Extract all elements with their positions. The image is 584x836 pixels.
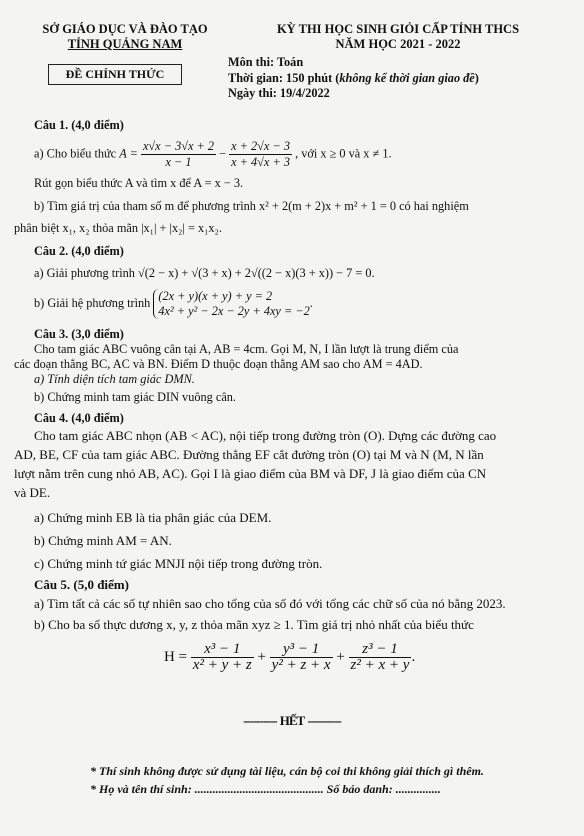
- candidate-fields: * Họ và tên thí sinh: ........................................... Số báo danh: ...............: [90, 782, 441, 796]
- official-stamp: ĐỀ CHÍNH THỨC: [48, 64, 182, 85]
- q3-part-b: b) Chứng minh tam giác DIN vuông cân.: [34, 390, 237, 404]
- footer-note: * Thí sinh không được sử dụng tài liệu, cán bộ coi thi không giải thích gì thêm.: [90, 764, 484, 778]
- question-4-title: Câu 4. (4,0 điểm): [34, 411, 124, 425]
- department-name: SỞ GIÁO DỤC VÀ ĐÀO TẠO: [42, 22, 208, 36]
- H-fraction-3: $\frac{\text{z³ − 1}}{\text{z² + x + y}}$: [350, 641, 410, 673]
- exam-title: KỲ THI HỌC SINH GIỎI CẤP TỈNH THCS: [276, 22, 520, 36]
- q4-part-b: b) Chứng minh AM = AN.: [34, 533, 172, 548]
- q1-fraction-1: $\frac{x√x - 3√x + 2}{x - 1}$: [142, 139, 215, 169]
- q2-part-b: b) Giải hệ phương trình (2x + y)(x + y) + y = 2 4x² + y² − 2x − 2y + 4xy = −2 .: [34, 289, 313, 318]
- H-fraction-1: $\frac{\text{x³ − 1}}{\text{x² + y + z}}$: [192, 641, 252, 673]
- question-1-title: Câu 1. (4,0 điểm): [34, 118, 124, 132]
- q5-part-a: a) Tìm tất cả các số tự nhiên sao cho tổng của số đó với tổng các chữ số của nó bằng 2023.: [34, 596, 506, 611]
- q2-part-a: a) Giải phương trình √(2 − x) + √(3 + x) + 2√((2 − x)(3 + x)) − 7 = 0.: [34, 266, 375, 280]
- q4-part-a: a) Chứng minh EB là tia phân giác của DEM.: [34, 510, 272, 525]
- province-name: TỈNH QUẢNG NAM: [67, 37, 183, 51]
- q4-statement-line4: và DE.: [14, 485, 51, 500]
- q4-statement-line1: Cho tam giác ABC nhọn (AB < AC), nội tiếp trong đường tròn (O). Dựng các đường cao: [34, 428, 497, 443]
- q3-part-a: a) Tính diện tích tam giác DMN.: [34, 372, 195, 386]
- q4-statement-line3: lượt nằm trên cung nhỏ AB, AC). Gọi I là giao điểm của BM và DF, J là giao điểm của CN: [14, 466, 487, 481]
- question-3-title: Câu 3. (3,0 điểm): [34, 327, 124, 341]
- q5-part-b: b) Cho ba số thực dương x, y, z thỏa mãn xyz ≥ 1. Tìm giá trị nhỏ nhất của biểu thức: [34, 617, 474, 632]
- q5-expression-H: H = $\frac{\text{x³ − 1}}{\text{x² + y + z}}$ + $\frac{\text{y³ − 1}}{\text{y² + z + x}}$ + $\frac{\text{z³ − 1}}{\text{z² + x + y}}$ .: [164, 641, 416, 673]
- question-5-title: Câu 5. (5,0 điểm): [34, 577, 129, 592]
- q1-part-b-line1: b) Tìm giá trị của tham số m để phương trình x² + 2(m + 2)x + m² + 1 = 0 có hai nghiệm: [34, 199, 469, 213]
- footer: [90, 762, 484, 798]
- q1-part-a: a) Cho biểu thức A = $\frac{x√x - 3√x + 2}{x - 1}$ − $\frac{x + 2√x - 3}{x + 4√x + 3}$ , với x ≥ 0 và x ≠ 1.: [34, 139, 392, 169]
- q1-part-b-line2: phân biệt x₁, x₂ thỏa mãn |x₁| + |x₂| = x₁x₂.: [14, 221, 222, 235]
- q3-statement-line2: các đoạn thẳng BC, AC và BN. Điểm D thuộc đoạn thẳng AM sao cho AM = 4AD.: [14, 357, 423, 371]
- header-department: [30, 22, 220, 52]
- q1-fraction-2: $\frac{x + 2√x - 3}{x + 4√x + 3}$: [231, 139, 290, 169]
- H-fraction-2: $\frac{\text{y³ − 1}}{\text{y² + z + x}}$: [271, 641, 331, 673]
- question-2-title: Câu 2. (4,0 điểm): [34, 244, 124, 258]
- q3-statement-line1: Cho tam giác ABC vuông cân tại A, AB = 4cm. Gọi M, N, I lần lượt là trung điểm của: [34, 342, 459, 356]
- subject: Môn thi: Toán: [228, 55, 304, 69]
- header-exam: [228, 22, 568, 52]
- exam-date: Ngày thi: 19/4/2022: [228, 86, 330, 100]
- exam-body: [14, 118, 570, 673]
- q1-part-a-task: Rút gọn biểu thức A và tìm x để A = x − 3.: [34, 176, 244, 190]
- end-mark: ---------- HẾT ----------: [243, 713, 341, 728]
- exam-meta: [228, 55, 479, 102]
- q4-part-c: c) Chứng minh tứ giác MNJI nội tiếp trong đường tròn.: [34, 556, 323, 571]
- duration: Thời gian: 150 phút (không kể thời gian giao đề): [228, 70, 479, 85]
- equation-system: (2x + y)(x + y) + y = 2 4x² + y² − 2x − 2y + 4xy = −2: [153, 289, 309, 319]
- school-year: NĂM HỌC 2021 - 2022: [335, 37, 461, 51]
- q4-statement-line2: AD, BE, CF của tam giác ABC. Đường thẳng EF cắt đường tròn (O) tại M và N (M, N lần: [14, 447, 484, 462]
